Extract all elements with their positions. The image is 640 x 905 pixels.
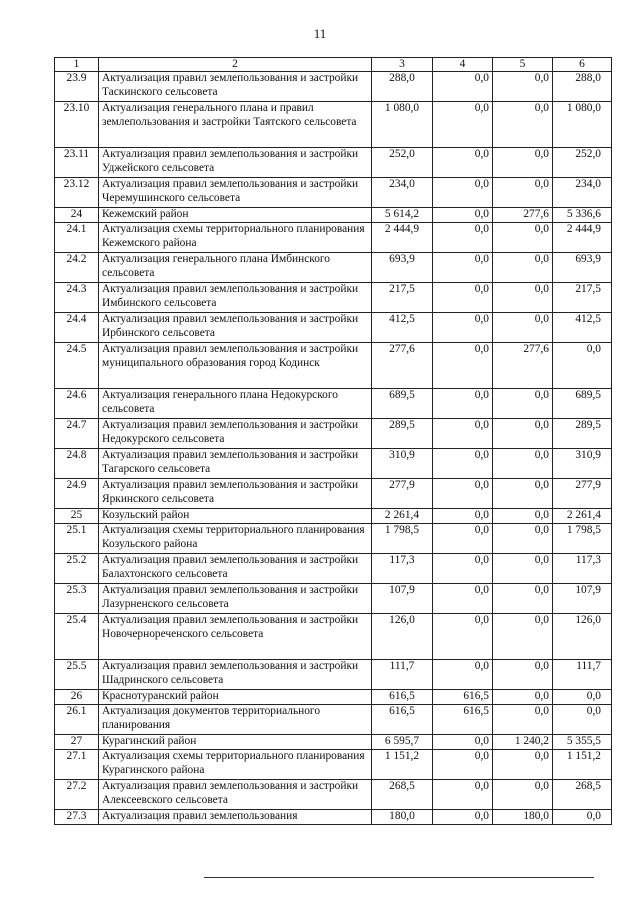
row-number: 27.3	[55, 810, 99, 825]
row-total: 2 261,4	[372, 509, 433, 524]
table-row	[55, 705, 612, 735]
table-row	[55, 343, 612, 389]
table-row	[55, 389, 612, 419]
row-federal: 0,0	[433, 419, 493, 449]
row-total: 289,5	[372, 419, 433, 449]
header-col-2: 2	[99, 58, 372, 72]
row-federal: 0,0	[433, 479, 493, 509]
row-name: Козульский район	[99, 509, 372, 524]
row-local: 1 798,5	[553, 524, 612, 554]
row-number: 25.5	[55, 660, 99, 690]
table-row	[55, 419, 612, 449]
row-total: 1 080,0	[372, 102, 433, 148]
row-total: 412,5	[372, 313, 433, 343]
row-local: 693,9	[553, 253, 612, 283]
row-regional: 0,0	[493, 705, 553, 735]
row-regional: 0,0	[493, 253, 553, 283]
row-federal: 0,0	[433, 72, 493, 102]
row-federal: 0,0	[433, 449, 493, 479]
table-row	[55, 614, 612, 660]
row-local: 5 336,6	[553, 208, 612, 223]
row-total: 234,0	[372, 178, 433, 208]
row-regional: 0,0	[493, 524, 553, 554]
row-total: 268,5	[372, 780, 433, 810]
row-total: 616,5	[372, 690, 433, 705]
row-regional: 180,0	[493, 810, 553, 825]
row-regional: 0,0	[493, 690, 553, 705]
row-local: 689,5	[553, 389, 612, 419]
page-number: 11	[313, 26, 327, 41]
row-name: Актуализация правил землепользования и застройки Ирбинского сельсовета	[99, 313, 372, 343]
row-local: 234,0	[553, 178, 612, 208]
row-name: Актуализация правил землепользования и застройки Таскинского сельсовета	[99, 72, 372, 102]
row-federal: 0,0	[433, 780, 493, 810]
header-col-1: 1	[55, 58, 99, 72]
row-name: Актуализация правил землепользования и застройки Новочернореченского сельсовета	[99, 614, 372, 660]
row-number: 24.7	[55, 419, 99, 449]
row-regional: 1 240,2	[493, 735, 553, 750]
row-name: Курагинский район	[99, 735, 372, 750]
row-number: 25.4	[55, 614, 99, 660]
table-row	[55, 524, 612, 554]
row-federal: 0,0	[433, 810, 493, 825]
row-local: 289,5	[553, 419, 612, 449]
row-total: 180,0	[372, 810, 433, 825]
row-federal: 0,0	[433, 178, 493, 208]
table-row	[55, 148, 612, 178]
row-regional: 0,0	[493, 313, 553, 343]
row-regional: 0,0	[493, 750, 553, 780]
row-local: 268,5	[553, 780, 612, 810]
row-total: 310,9	[372, 449, 433, 479]
row-local: 252,0	[553, 148, 612, 178]
row-federal: 0,0	[433, 660, 493, 690]
row-regional: 0,0	[493, 148, 553, 178]
row-federal: 0,0	[433, 223, 493, 253]
row-local: 277,9	[553, 479, 612, 509]
row-number: 24.3	[55, 283, 99, 313]
row-federal: 0,0	[433, 509, 493, 524]
row-federal: 0,0	[433, 614, 493, 660]
row-name: Актуализация схемы территориального планирования Кежемского района	[99, 223, 372, 253]
row-name: Актуализация правил землепользования и застройки муниципального образования город Кодинск	[99, 343, 372, 389]
header-col-5: 5	[493, 58, 553, 72]
table-row	[55, 72, 612, 102]
row-local: 111,7	[553, 660, 612, 690]
header-col-3: 3	[372, 58, 433, 72]
table-row	[55, 283, 612, 313]
header-row	[55, 58, 612, 72]
row-total: 126,0	[372, 614, 433, 660]
row-name: Актуализация правил землепользования и застройки Уджейского сельсовета	[99, 148, 372, 178]
row-number: 25.1	[55, 524, 99, 554]
table-row	[55, 313, 612, 343]
row-federal: 0,0	[433, 584, 493, 614]
row-name: Актуализация правил землепользования и застройки Черемушинского сельсовета	[99, 178, 372, 208]
row-total: 277,9	[372, 479, 433, 509]
row-name: Актуализация схемы территориального планирования Курагинского района	[99, 750, 372, 780]
row-regional: 0,0	[493, 479, 553, 509]
row-total: 117,3	[372, 554, 433, 584]
row-number: 24.1	[55, 223, 99, 253]
table-row	[55, 479, 612, 509]
row-name: Краснотуранский район	[99, 690, 372, 705]
table-row	[55, 223, 612, 253]
row-name: Актуализация правил землепользования и застройки Лазурненского сельсовета	[99, 584, 372, 614]
row-number: 23.10	[55, 102, 99, 148]
footer-line	[204, 877, 594, 878]
row-regional: 0,0	[493, 419, 553, 449]
table-row	[55, 509, 612, 524]
row-local: 217,5	[553, 283, 612, 313]
row-local: 0,0	[553, 690, 612, 705]
row-number: 24	[55, 208, 99, 223]
row-local: 310,9	[553, 449, 612, 479]
row-number: 25.2	[55, 554, 99, 584]
row-local: 0,0	[553, 343, 612, 389]
table-row	[55, 690, 612, 705]
row-federal: 0,0	[433, 750, 493, 780]
table-row	[55, 449, 612, 479]
row-total: 1 798,5	[372, 524, 433, 554]
row-total: 616,5	[372, 705, 433, 735]
row-name: Актуализация правил землепользования и застройки Балахтонского сельсовета	[99, 554, 372, 584]
row-federal: 0,0	[433, 253, 493, 283]
row-number: 27.2	[55, 780, 99, 810]
row-federal: 0,0	[433, 102, 493, 148]
row-total: 277,6	[372, 343, 433, 389]
row-regional: 0,0	[493, 449, 553, 479]
row-number: 26	[55, 690, 99, 705]
row-name: Актуализация правил землепользования	[99, 810, 372, 825]
row-name: Актуализация правил землепользования и застройки Тагарского сельсовета	[99, 449, 372, 479]
row-number: 27	[55, 735, 99, 750]
row-local: 0,0	[553, 810, 612, 825]
row-name: Актуализация генерального плана и правил землепользования и застройки Таятского сельсовета	[99, 102, 372, 148]
row-name: Кежемский район	[99, 208, 372, 223]
row-local: 0,0	[553, 705, 612, 735]
row-total: 217,5	[372, 283, 433, 313]
row-total: 288,0	[372, 72, 433, 102]
row-federal: 0,0	[433, 554, 493, 584]
row-local: 288,0	[553, 72, 612, 102]
row-regional: 0,0	[493, 102, 553, 148]
row-total: 2 444,9	[372, 223, 433, 253]
row-local: 117,3	[553, 554, 612, 584]
row-number: 26.1	[55, 705, 99, 735]
row-federal: 0,0	[433, 389, 493, 419]
row-regional: 0,0	[493, 584, 553, 614]
row-total: 6 595,7	[372, 735, 433, 750]
row-regional: 0,0	[493, 780, 553, 810]
row-number: 25.3	[55, 584, 99, 614]
row-federal: 0,0	[433, 208, 493, 223]
row-total: 107,9	[372, 584, 433, 614]
row-regional: 277,6	[493, 208, 553, 223]
row-name: Актуализация правил землепользования и застройки Шадринского сельсовета	[99, 660, 372, 690]
row-regional: 0,0	[493, 509, 553, 524]
row-regional: 0,0	[493, 72, 553, 102]
row-local: 2 261,4	[553, 509, 612, 524]
row-name: Актуализация правил землепользования и застройки Яркинского сельсовета	[99, 479, 372, 509]
row-number: 23.11	[55, 148, 99, 178]
row-federal: 616,5	[433, 690, 493, 705]
table-row	[55, 584, 612, 614]
table-row	[55, 253, 612, 283]
row-number: 23.9	[55, 72, 99, 102]
row-total: 252,0	[372, 148, 433, 178]
table-row	[55, 780, 612, 810]
row-name: Актуализация генерального плана Недокурского сельсовета	[99, 389, 372, 419]
row-regional: 277,6	[493, 343, 553, 389]
row-regional: 0,0	[493, 554, 553, 584]
table-row	[55, 750, 612, 780]
table-row	[55, 178, 612, 208]
row-name: Актуализация правил землепользования и застройки Алексеевского сельсовета	[99, 780, 372, 810]
row-total: 111,7	[372, 660, 433, 690]
row-number: 27.1	[55, 750, 99, 780]
row-regional: 0,0	[493, 614, 553, 660]
row-federal: 0,0	[433, 343, 493, 389]
row-number: 24.4	[55, 313, 99, 343]
row-federal: 0,0	[433, 148, 493, 178]
row-federal: 0,0	[433, 283, 493, 313]
budget-table	[54, 57, 612, 825]
row-number: 23.12	[55, 178, 99, 208]
row-number: 24.6	[55, 389, 99, 419]
row-name: Актуализация документов территориального планирования	[99, 705, 372, 735]
row-regional: 0,0	[493, 223, 553, 253]
row-name: Актуализация схемы территориального планирования Козульского района	[99, 524, 372, 554]
table-row	[55, 208, 612, 223]
row-number: 24.2	[55, 253, 99, 283]
row-regional: 0,0	[493, 178, 553, 208]
row-local: 2 444,9	[553, 223, 612, 253]
row-local: 412,5	[553, 313, 612, 343]
table-row	[55, 660, 612, 690]
table-row	[55, 735, 612, 750]
header-col-4: 4	[433, 58, 493, 72]
row-local: 126,0	[553, 614, 612, 660]
header-col-6: 6	[553, 58, 612, 72]
row-regional: 0,0	[493, 283, 553, 313]
row-number: 24.9	[55, 479, 99, 509]
row-federal: 0,0	[433, 735, 493, 750]
row-regional: 0,0	[493, 389, 553, 419]
row-name: Актуализация правил землепользования и застройки Недокурского сельсовета	[99, 419, 372, 449]
table-row	[55, 102, 612, 148]
row-number: 24.5	[55, 343, 99, 389]
table-row	[55, 810, 612, 825]
row-local: 1 151,2	[553, 750, 612, 780]
row-number: 25	[55, 509, 99, 524]
row-name: Актуализация правил землепользования и застройки Имбинского сельсовета	[99, 283, 372, 313]
row-total: 693,9	[372, 253, 433, 283]
table-row	[55, 554, 612, 584]
row-federal: 0,0	[433, 524, 493, 554]
row-federal: 616,5	[433, 705, 493, 735]
row-local: 1 080,0	[553, 102, 612, 148]
row-total: 1 151,2	[372, 750, 433, 780]
row-total: 5 614,2	[372, 208, 433, 223]
row-local: 5 355,5	[553, 735, 612, 750]
row-number: 24.8	[55, 449, 99, 479]
row-name: Актуализация генерального плана Имбинского сельсовета	[99, 253, 372, 283]
row-regional: 0,0	[493, 660, 553, 690]
row-federal: 0,0	[433, 313, 493, 343]
row-local: 107,9	[553, 584, 612, 614]
row-total: 689,5	[372, 389, 433, 419]
